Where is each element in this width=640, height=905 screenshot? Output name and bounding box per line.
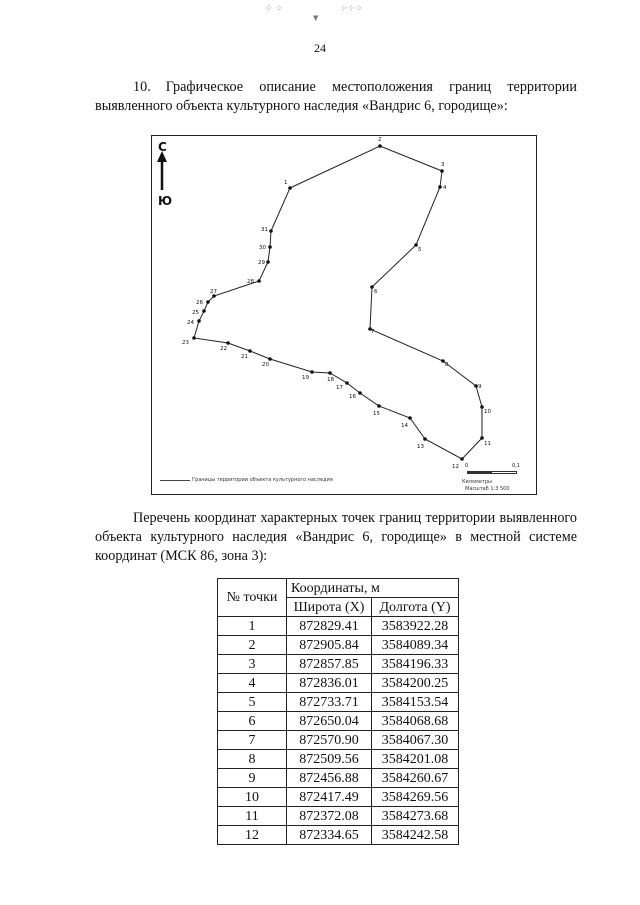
boundary-point-marker [202, 309, 206, 313]
boundary-point-marker [438, 185, 442, 189]
boundary-point-marker [423, 437, 427, 441]
cell-point-number: 8 [218, 750, 287, 769]
cell-point-number: 5 [218, 693, 287, 712]
cell-point-number: 10 [218, 788, 287, 807]
boundary-point-label: 30 [259, 245, 266, 251]
boundary-point-label: 16 [349, 394, 356, 400]
boundary-point-label: 4 [443, 185, 447, 191]
header-coordinates: Координаты, м [287, 579, 459, 598]
cell-point-number: 9 [218, 769, 287, 788]
boundary-point-label: 12 [452, 464, 459, 470]
south-label: Ю [158, 194, 173, 208]
table-row [218, 731, 459, 750]
scan-artifact: ⁘ ⁘ [265, 4, 283, 14]
north-label: С [158, 140, 167, 154]
cell-latitude: 872570.90 [287, 731, 372, 750]
boundary-point-label: 19 [302, 375, 309, 381]
table-row [218, 617, 459, 636]
boundary-point-marker [310, 370, 314, 374]
cell-latitude: 872836.01 [287, 674, 372, 693]
cell-latitude: 872829.41 [287, 617, 372, 636]
boundary-point-marker [268, 245, 272, 249]
scan-artifact: ⁘⁘⁘ [340, 4, 363, 14]
cell-point-number: 11 [218, 807, 287, 826]
cell-point-number: 12 [218, 826, 287, 845]
boundary-point-marker [328, 371, 332, 375]
legend-label: Границы территории объекта культурного наследия [192, 477, 333, 483]
boundary-point-label: 29 [258, 260, 265, 266]
boundary-point-marker [192, 336, 196, 340]
boundary-point-label: 25 [192, 310, 199, 316]
boundary-point-label: 24 [187, 320, 194, 326]
boundary-point-label: 31 [261, 227, 268, 233]
table-row [218, 693, 459, 712]
header-point-number: № точки [218, 579, 287, 617]
cell-longitude: 3584089.34 [372, 636, 459, 655]
boundary-point-label: 6 [374, 289, 378, 295]
boundary-point-marker [266, 260, 270, 264]
cell-longitude: 3584260.67 [372, 769, 459, 788]
boundary-point-label: 17 [336, 385, 343, 391]
boundary-point-label: 18 [327, 377, 334, 383]
cell-latitude: 872905.84 [287, 636, 372, 655]
table-row [218, 712, 459, 731]
coordinates-table [217, 578, 459, 845]
boundary-point-marker [358, 391, 362, 395]
cell-latitude: 872857.85 [287, 655, 372, 674]
table-row [218, 750, 459, 769]
table-row [218, 769, 459, 788]
boundary-point-label: 11 [484, 441, 491, 447]
boundary-point-marker [408, 416, 412, 420]
cell-longitude: 3584269.56 [372, 788, 459, 807]
table-row [218, 674, 459, 693]
boundary-point-label: 21 [241, 354, 248, 360]
boundary-point-label: 22 [220, 346, 227, 352]
boundary-map-drawing [152, 136, 536, 494]
boundary-point-label: 2 [378, 137, 382, 143]
table-row [218, 826, 459, 845]
cell-latitude: 872417.49 [287, 788, 372, 807]
section-text: Графическое описание местоположения границ территории выявленного объекта культурного наследия «Вандрис 6, городище»: [95, 79, 577, 114]
boundary-point-label: 27 [210, 289, 217, 295]
boundary-point-label: 3 [441, 162, 445, 168]
boundary-map [151, 135, 537, 495]
table-row [218, 788, 459, 807]
table-row [218, 636, 459, 655]
table-row [218, 807, 459, 826]
boundary-point-marker [440, 169, 444, 173]
boundary-point-label: 14 [401, 423, 408, 429]
boundary-point-label: 9 [478, 384, 482, 390]
boundary-point-label: 23 [182, 340, 189, 346]
cell-longitude: 3584196.33 [372, 655, 459, 674]
cell-longitude: 3584273.68 [372, 807, 459, 826]
boundary-point-marker [206, 300, 210, 304]
cell-longitude: 3584068.68 [372, 712, 459, 731]
table-row [218, 655, 459, 674]
header-latitude: Широта (X) [287, 598, 372, 617]
cell-latitude: 872650.04 [287, 712, 372, 731]
scale-ratio: Масштаб 1:3 500 [465, 486, 510, 492]
boundary-point-marker [257, 279, 261, 283]
cell-latitude: 872372.08 [287, 807, 372, 826]
cell-latitude: 872509.56 [287, 750, 372, 769]
cell-latitude: 872456.88 [287, 769, 372, 788]
cell-point-number: 6 [218, 712, 287, 731]
cell-longitude: 3584200.25 [372, 674, 459, 693]
cell-longitude: 3584242.58 [372, 826, 459, 845]
scale-start: 0 [465, 463, 469, 469]
scan-artifact: ▼ [313, 14, 319, 22]
legend-line [160, 480, 190, 481]
coordinates-intro-text: Перечень координат характерных точек границ территории выявленного объекта культурного наследия «Вандрис 6, городище» в местной системе координат (МСК 86, зона 3): [95, 510, 577, 564]
boundary-point-marker [248, 349, 252, 353]
cell-point-number: 7 [218, 731, 287, 750]
boundary-point-marker [460, 457, 464, 461]
cell-point-number: 3 [218, 655, 287, 674]
scale-bar [467, 471, 517, 474]
boundary-line [194, 146, 482, 459]
boundary-point-marker [226, 341, 230, 345]
boundary-point-label: 10 [484, 409, 491, 415]
header-longitude: Долгота (Y) [372, 598, 459, 617]
page-number: 24 [314, 41, 326, 55]
boundary-point-label: 20 [262, 362, 269, 368]
boundary-point-marker [269, 229, 273, 233]
cell-point-number: 4 [218, 674, 287, 693]
cell-longitude: 3584153.54 [372, 693, 459, 712]
boundary-point-marker [345, 381, 349, 385]
scale-title: Километры [462, 479, 492, 485]
section-number: 10. [133, 79, 151, 95]
boundary-points [182, 137, 491, 470]
boundary-point-label: 7 [371, 329, 375, 335]
north-arrow-icon [157, 151, 167, 190]
boundary-point-label: 5 [418, 247, 422, 253]
boundary-point-label: 8 [445, 362, 449, 368]
coordinates-intro [95, 509, 577, 566]
cell-point-number: 1 [218, 617, 287, 636]
cell-point-number: 2 [218, 636, 287, 655]
boundary-point-marker [268, 357, 272, 361]
cell-longitude: 3583922.28 [372, 617, 459, 636]
cell-longitude: 3584067.30 [372, 731, 459, 750]
section-heading [95, 78, 577, 116]
scale-end: 0,1 [512, 463, 520, 469]
cell-latitude: 872733.71 [287, 693, 372, 712]
cell-latitude: 872334.65 [287, 826, 372, 845]
boundary-point-label: 28 [247, 279, 254, 285]
boundary-point-marker [480, 436, 484, 440]
boundary-point-label: 1 [284, 180, 288, 186]
boundary-point-marker [288, 186, 292, 190]
boundary-point-marker [378, 144, 382, 148]
coordinates-table-body [218, 617, 459, 845]
boundary-point-label: 13 [417, 444, 424, 450]
boundary-point-label: 26 [196, 300, 203, 306]
boundary-point-label: 15 [373, 411, 380, 417]
boundary-point-marker [197, 319, 201, 323]
boundary-point-marker [377, 404, 381, 408]
cell-longitude: 3584201.08 [372, 750, 459, 769]
